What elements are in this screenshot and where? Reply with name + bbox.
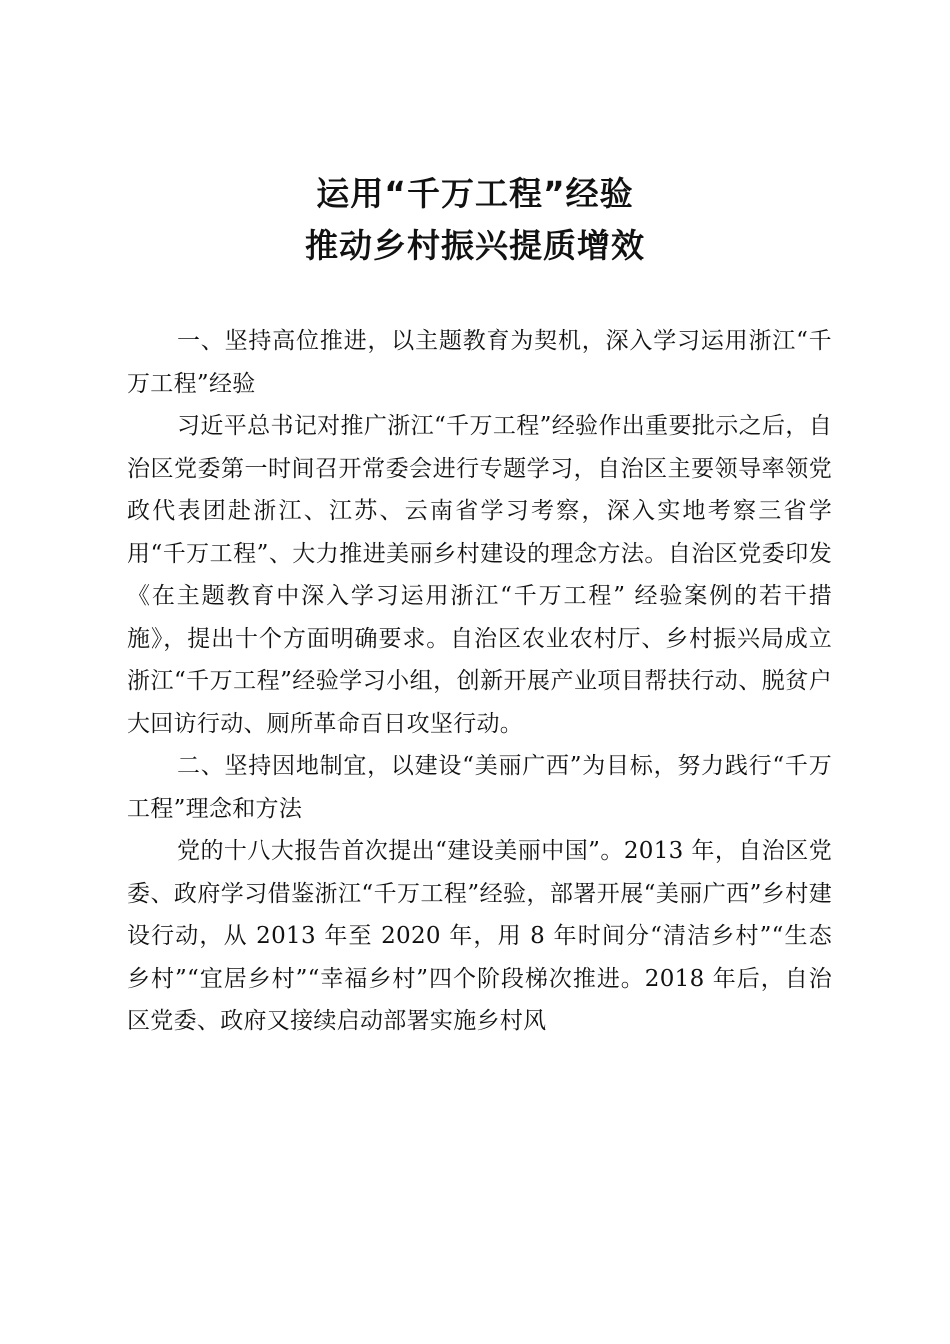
section-heading-1: 一、坚持高位推进，以主题教育为契机，深入学习运用浙江“千万工程”经验 <box>127 328 832 397</box>
body-paragraph-2: 党的十八大报告首次提出“建设美丽中国”。2013 年，自治区党委、政府学习借鉴浙江“千万工程”经验，部署开展“美丽广西”乡村建设行动，从 2013 年至 2020 年，用 8 年时间分“清洁乡村”“生态乡村”“宜居乡村”“幸福乡村”四个阶段梯次推进。2018 年后，自治区党委、政府又接续启动部署实施乡村风 <box>127 838 832 1034</box>
document-title <box>0 168 950 272</box>
section-heading-2: 二、坚持因地制宜，以建设“美丽广西”为目标，努力践行“千万工程”理念和方法 <box>127 753 832 822</box>
title-line-1: 运用“千万工程”经验 <box>316 174 634 213</box>
document-body <box>127 320 832 1043</box>
title-line-2: 推动乡村振兴提质增效 <box>305 226 645 265</box>
body-paragraph-1: 习近平总书记对推广浙江“千万工程”经验作出重要批示之后，自治区党委第一时间召开常委会进行专题学习，自治区主要领导率领党政代表团赴浙江、江苏、云南省学习考察，深入实地考察三省学用“千万工程”、大力推进美丽乡村建设的理念方法。自治区党委印发《在主题教育中深入学习运用浙江“千万工程” 经验案例的若干措施》，提出十个方面明确要求。自治区农业农村厅、乡村振兴局成立浙江“千万工程”经验学习小组，创新开展产业项目帮扶行动、脱贫户大回访行动、厕所革命百日攻坚行动。 <box>127 413 832 737</box>
